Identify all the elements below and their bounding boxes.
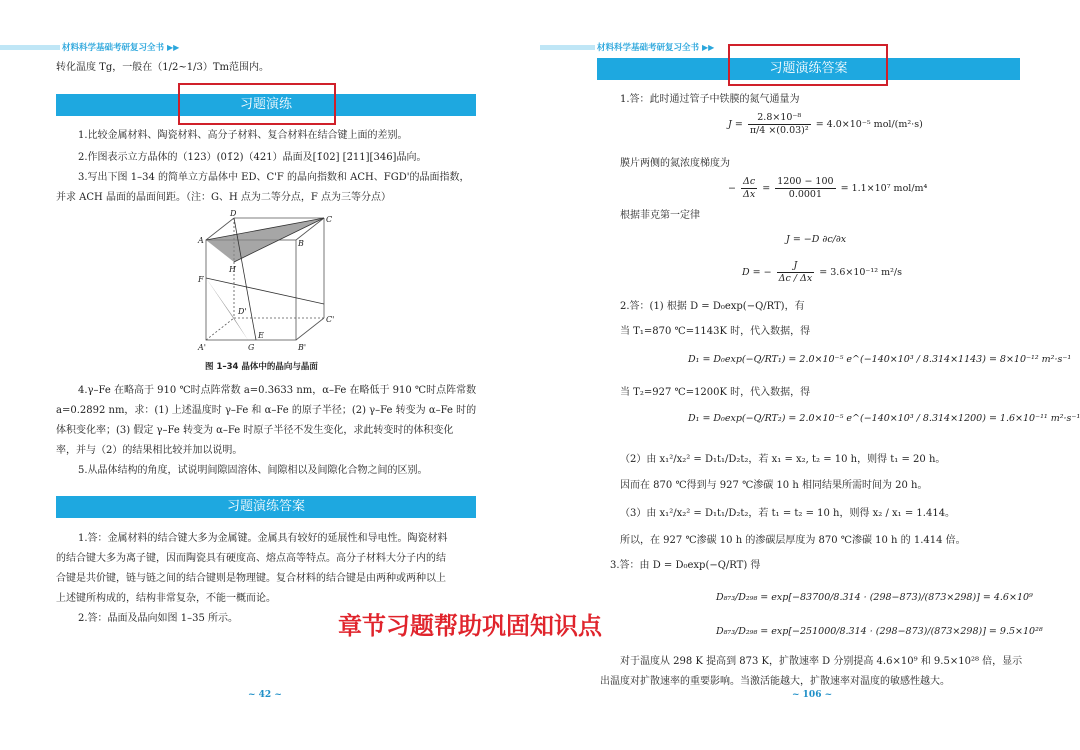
conclusion-line-2: 出温度对扩散速率的重要影响。当激活能越大，扩散速率对温度的敏感性越大。 (600, 676, 950, 687)
answer-heading-right: 习题演练答案 (597, 58, 1020, 80)
crystal-figure (196, 210, 346, 358)
exercise-heading: 习题演练 (56, 94, 476, 116)
figure-label-A: A (198, 236, 204, 245)
equation-d1-870: D₁ = D₀exp(−Q/RT₁) = 2.0×10⁻⁵ e^(−140×10³ / 8.314×1143) = 8×10⁻¹² m²·s⁻¹ (688, 354, 1072, 365)
figure-label-C: C (326, 215, 333, 224)
series-arrow-icon: ▶▶ (701, 42, 715, 52)
part-3: （3）由 x₁²/x₂² = D₁t₁/D₂t₂，若 t₁ = t₂ = 10 h，则得 x₂ / x₁ = 1.414。 (620, 508, 956, 519)
gradient-intro: 膜片两侧的氮浓度梯度为 (620, 158, 730, 169)
answer-1-line-2: 的结合键大多为离子键，因而陶瓷具有硬度高、熔点高等特点。高分子材料大分子内的结 (56, 553, 446, 564)
part-2: （2）由 x₁²/x₂² = D₁t₁/D₂t₂，若 x₁ = x₂, t₂ = 10 h，则得 t₁ = 20 h。 (620, 454, 946, 465)
highlight-box-answers (728, 44, 888, 86)
question-4-line-1: 4.γ–Fe 在略高于 910 ℃时点阵常数 a=0.3633 nm，α–Fe 在略低于 910 ℃时点阵常数 (78, 385, 477, 396)
figure-label-A-prime: A' (198, 343, 206, 352)
answer-1-line-1: 1.答：金属材料的结合键大多为金属键。金属具有较好的延展性和导电性。陶瓷材料 (78, 533, 448, 544)
highlight-box-exercise (178, 83, 336, 125)
part-3-result: 所以，在 927 ℃渗碳 10 h 的渗碳层厚度为 870 ℃渗碳 10 h 的 1.414 倍。 (620, 535, 966, 546)
series-arrow-icon: ▶▶ (166, 42, 180, 52)
figure-label-H: H (229, 265, 236, 274)
series-title: 材料科学基础考研复习全书 ▶▶ (597, 42, 715, 53)
figure-label-D: D (230, 210, 237, 218)
figure-label-D-prime: D' (238, 307, 247, 316)
question-4-line-2: a=0.2892 nm，求：(1) 上述温度时 γ–Fe 和 α–Fe 的原子半径；(2) γ–Fe 转变为 α–Fe 时的 (56, 405, 477, 416)
answer-heading-left: 习题演练答案 (56, 496, 476, 518)
conclusion-line-1: 对于温度从 298 K 提高到 873 K，扩散速率 D 分别提高 4.6×10⁹ 和 9.5×10²⁸ 倍，显示 (620, 656, 1023, 667)
header-rule (0, 45, 60, 50)
figure-label-B-prime: B' (298, 343, 307, 352)
question-2: 2.作图表示立方晶体的（123）(01̄2)（421）晶面及[1̄02] [2̄11][346]晶向。 (78, 152, 427, 163)
page-number-right: ~ 106 ~ (792, 690, 833, 700)
question-3-line-2: 并求 ACH 晶面的晶面间距。（注：G、H 点为二等分点，F 点为三等分点） (56, 192, 391, 203)
t2-intro: 当 T₂=927 ℃=1200K 时，代入数据，得 (620, 387, 811, 398)
figure-label-E: E (258, 331, 264, 340)
question-4-line-4: 率，并与（2）的结果相比较并加以说明。 (56, 445, 243, 456)
overlay-caption: 章节习题帮助巩固知识点 (338, 612, 602, 640)
equation-fick: J = −D ∂c/∂x (786, 234, 847, 245)
part-2-result: 因而在 870 ℃得到与 927 ℃渗碳 10 h 相同结果所需时间为 20 h。 (620, 480, 928, 491)
question-1: 1.比较金属材料、陶瓷材料、高分子材料、复合材料在结合键上面的差别。 (78, 130, 408, 141)
question-3-line-1: 3.写出下图 1–34 的简单立方晶体中 ED、C'F 的晶向指数和 ACH、FGD'的晶面指数， (78, 172, 470, 183)
question-4-line-3: 体积变化率；(3) 假定 γ–Fe 转变为 α–Fe 时原子半径不发生变化，求此转变时的体积变化 (56, 425, 454, 436)
answer-1-line-4: 上述键所构成的，结构非常复杂，不能一概而论。 (56, 593, 276, 604)
t1-intro: 当 T₁=870 ℃=1143K 时，代入数据，得 (620, 326, 811, 337)
answer-3-intro: 3.答：由 D = D₀exp(−Q/RT) 得 (610, 560, 761, 571)
figure-caption: 图 1–34 晶体中的晶向与晶面 (205, 362, 318, 372)
header-rule (540, 45, 595, 50)
intro-line: 转化温度 Tg，一般在（1/2~1/3）Tm范围内。 (56, 62, 269, 73)
right-page (540, 0, 1080, 750)
equation-ratio-1: D₈₇₃/D₂₉₈ = exp[−83700/8.314 · (298−873)/(873×298)] = 4.6×10⁹ (716, 592, 1033, 603)
fick-intro: 根据菲克第一定律 (620, 210, 700, 221)
equation-flux: J = $\frac{\text{2.8×10⁻⁸}}{\text{π/4 ×(0.03)²}}$ = 4.0×10⁻⁵ mol/(m²·s) (728, 112, 923, 136)
answer-1-intro: 1.答：此时通过管子中铁膜的氮气通量为 (620, 94, 800, 105)
equation-ratio-2: D₈₇₃/D₂₉₈ = exp[−251000/8.314 · (298−873)/(873×298)] = 9.5×10²⁸ (716, 626, 1043, 637)
figure-label-B: B (298, 239, 304, 248)
figure-label-G: G (248, 343, 255, 352)
equation-diffusivity: D = − $\frac{J}{\Delta c / \Delta x}$ = 3.6×10⁻¹² m²/s (742, 260, 902, 284)
equation-d1-927: D₁ = D₀exp(−Q/RT₂) = 2.0×10⁻⁵ e^(−140×10³ / 8.314×1200) = 1.6×10⁻¹¹ m²·s⁻¹ (688, 413, 1080, 424)
answer-2-intro: 2.答：(1) 根据 D = D₀exp(−Q/RT)，有 (620, 301, 805, 312)
page-number-left: ~ 42 ~ (248, 690, 282, 700)
figure-label-C-prime: C' (326, 315, 335, 324)
answer-1-line-3: 合键是共价键，链与链之间的结合键则是物理键。复合材料的结合键是由两种或两种以上 (56, 573, 446, 584)
series-title: 材料科学基础考研复习全书 ▶▶ (62, 42, 180, 53)
answer-2: 2.答：晶面及晶向如图 1–35 所示。 (78, 613, 238, 624)
figure-label-F: F (198, 275, 204, 284)
equation-gradient: − $\frac{\Delta c}{\Delta x}$ = $\frac{1200 - 100}{0.0001}$ = 1.1×10⁷ mol/m⁴ (728, 176, 928, 200)
question-5: 5.从晶体结构的角度，试说明间隙固溶体、间隙相以及间隙化合物之间的区别。 (78, 465, 428, 476)
